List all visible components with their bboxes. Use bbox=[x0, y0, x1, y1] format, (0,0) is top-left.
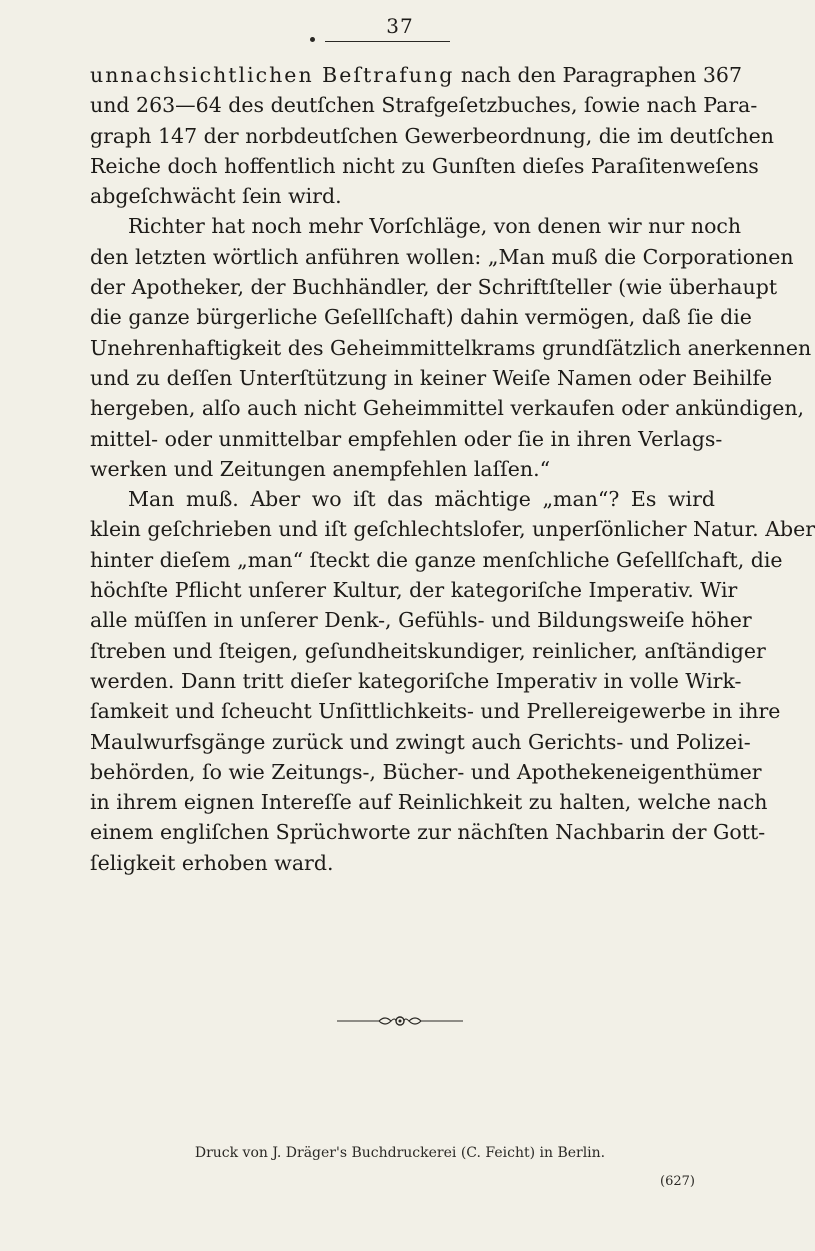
ornament-divider bbox=[0, 1013, 800, 1032]
text-line: ſeligkeit erhoben ward. bbox=[90, 850, 334, 875]
paragraph bbox=[90, 211, 812, 484]
text-line: den letzten wörtlich anführen wollen: „Man muß die Corporationen bbox=[90, 244, 794, 269]
text-line: Richter hat noch mehr Vorſchläge, von denen wir nur noch bbox=[128, 214, 742, 239]
text-line-rest: nach den Paragraphen 367 bbox=[454, 63, 743, 87]
paragraph bbox=[90, 484, 815, 878]
text-line: Man muß. Aber wo iſt das mächtige „man“? Es wird bbox=[128, 487, 715, 512]
header-dot bbox=[310, 37, 315, 42]
text-line bbox=[90, 60, 743, 90]
text-line: Maulwurfsgänge zurück und zwingt auch Gerichts- und Polizei- bbox=[90, 729, 751, 754]
text-line: und zu deſſen Unterſtützung in keiner Weiſe Namen oder Beihilfe bbox=[90, 365, 773, 390]
text-line: hinter dieſem „man“ ſteckt die ganze menſchliche Geſellſchaft, die bbox=[90, 547, 783, 572]
imprint-line: Druck von J. Dräger's Buchdruckerei (C. Feicht) in Berlin. bbox=[194, 1145, 606, 1161]
page-number: 37 bbox=[386, 14, 414, 38]
emphasized-text: unnachsichtlichen Beſtrafung bbox=[90, 63, 455, 87]
text-line: alle müſſen in unſerer Denk-, Gefühls- und Bildungsweiſe höher bbox=[90, 608, 752, 633]
body-text bbox=[90, 60, 815, 878]
print-number: (627) bbox=[660, 1174, 695, 1189]
text-line: in ihrem eignen Intereſſe auf Reinlichkeit zu halten, welche nach bbox=[90, 790, 768, 815]
text-line: und 263—64 des deutſchen Strafgeſetzbuches, ſowie nach Para- bbox=[90, 93, 758, 118]
paragraph bbox=[90, 60, 774, 211]
header-rule bbox=[325, 41, 450, 42]
text-line: hergeben, alſo auch nicht Geheimmittel verkaufen oder ankündigen, bbox=[90, 396, 805, 421]
text-line: ſtreben und ſteigen, geſundheitskundiger, reinlicher, anſtändiger bbox=[90, 638, 766, 663]
text-line: abgeſchwächt ſein wird. bbox=[90, 184, 342, 209]
text-line: mittel- oder unmittelbar empfehlen oder ſie in ihren Verlags- bbox=[90, 426, 723, 451]
text-line: graph 147 der norbdeutſchen Gewerbeordnung, die im deutſchen bbox=[90, 123, 774, 148]
text-line: klein geſchrieben und iſt geſchlechtslofer, unperſönlicher Natur. Aber bbox=[90, 517, 815, 542]
ornament-flourish-icon bbox=[335, 1014, 465, 1028]
text-line: einem engliſchen Sprüchworte zur nächſten Nachbarin der Gott- bbox=[90, 820, 766, 845]
text-line: Unehrenhaftigkeit des Geheimmittelkrams grundſätzlich anerkennen bbox=[90, 335, 812, 360]
text-line: der Apotheker, der Buchhändler, der Schriftſteller (wie überhaupt bbox=[90, 275, 778, 300]
text-line: behörden, ſo wie Zeitungs-, Bücher- und Apothekeneigenthümer bbox=[90, 759, 762, 784]
text-line: werken und Zeitungen anempfehlen laſſen.“ bbox=[90, 456, 551, 481]
text-line: ſamkeit und ſcheucht Unſittlichkeits- und Prellereigewerbe in ihre bbox=[90, 699, 781, 724]
text-line: werden. Dann tritt dieſer kategoriſche Imperativ in volle Wirk- bbox=[90, 668, 742, 693]
text-line: höchſte Pflicht unſerer Kultur, der kategoriſche Imperativ. Wir bbox=[90, 578, 738, 603]
text-line: Reiche doch hoffentlich nicht zu Gunſten dieſes Paraſitenweſens bbox=[90, 153, 759, 178]
text-line: die ganze bürgerliche Geſellſchaft) dahin vermögen, daß ſie die bbox=[90, 305, 752, 330]
